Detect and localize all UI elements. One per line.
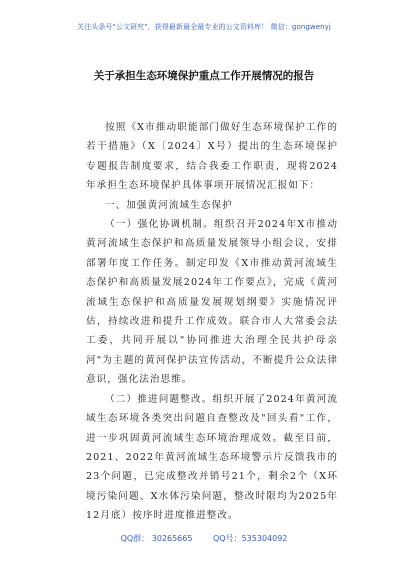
footer-qq-number: QQ号：535304092	[213, 534, 288, 543]
item-paragraph-2: （二）推进问题整改。组织开展了2024年黄河流域生态环境各类突出问题自查整改及"回头看"工作，进一步巩固黄河流域生态环境治理成效。截至目前，2021、2022年黄河流域生态环境警示片反馈我市的23个问题，已完成整改并销号21个，剩余2个（X环境污染问题、X水体污染问题，整改时限均为2025年12月底）按序时进度推进整改。	[86, 393, 338, 522]
intro-paragraph: 按照《X市推动职能部门做好生态环境保护工作的若干措施》（X〔2024〕X号）提出的生态环境保护专题报告制度要求，结合我委工作职责，现将2024年承担生态环境保护具体事项开展情况汇报如下：	[86, 122, 338, 192]
document-body	[86, 118, 338, 526]
footer-contacts	[0, 533, 408, 544]
document-title: 关于承担生态环境保护重点工作开展情况的报告	[93, 70, 315, 82]
footer-qq-group: QQ群： 30265665	[120, 534, 193, 543]
section-heading: 一、加强黄河流域生态保护	[105, 199, 233, 211]
item-paragraph-1: （一）强化协调机制。组织召开2024年X市推动黄河流域生态保护和高质量发展领导小组会议，安排部署年度工作任务。制定印发《X市推动黄河流域生态保护和高质量发展2024年工作要点》，完成《黄河流域生态保护和高质量发展规划纲要》实施情况评估，持续改进和提升工作成效。联合市人大常委会法工委，共同开展以"协同推进大治理全民共护母亲河"为主题的黄河保护法宣传活动，不断提升公众法律意识，强化法治思维。	[86, 219, 338, 386]
header-notice: 关注头条号"公文研究"，获得最新最全最专业的公文资料库！ 微信：gongwenyj	[77, 23, 331, 31]
